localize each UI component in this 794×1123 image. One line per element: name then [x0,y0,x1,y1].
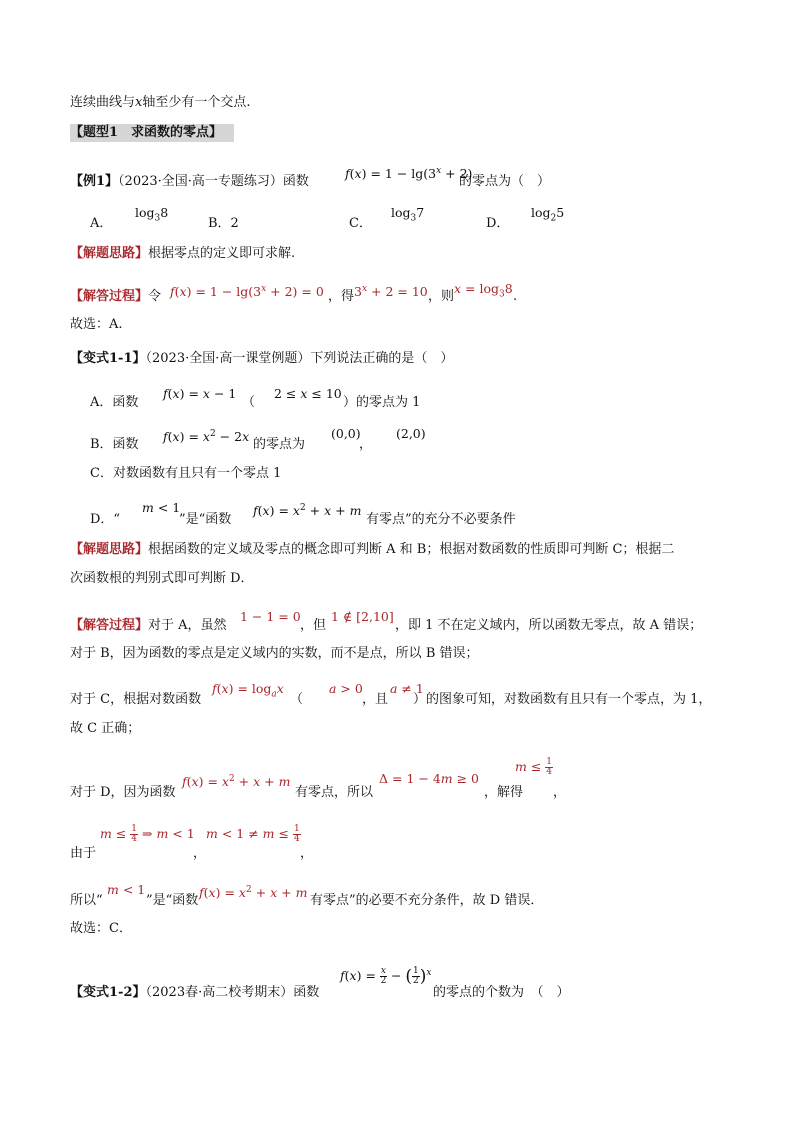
v11-due: 由于 [70,846,97,861]
v11-option-a-math-2: 2 ≤ x ≤ 10 [274,386,342,401]
v11-option-a-math-1: f(x) = x − 1 [163,386,237,401]
v11-tag: 【变式1-1】 [70,351,146,366]
v11-process-a-1: 对于 A，虽然 [148,618,227,633]
ex1-option-c-label: C． [349,216,372,231]
ex1-idea [70,246,295,262]
v11-option-b-mid: 的零点为 [253,437,306,452]
ex1-option-a [90,216,112,232]
v11-option-b-math-2: (0,0) [331,426,361,441]
v11-process-d-4: ， [553,785,567,800]
v11-due-comma-2: ， [300,846,314,861]
v11-option-a [90,395,138,411]
v11-option-b-math-1: $f(x) = x^2 - 2x$ [163,429,250,445]
ex1-option-a-math: $\log_38$ [135,205,169,224]
v11-process-tag: 【解答过程】 [70,618,149,633]
v12-after: 的零点的个数为 （ ） [433,985,570,1000]
v11-idea-text-1: 根据函数的定义域及零点的概念即可判断 A 和 B；根据对数函数的性质即可判断 C；根据二 [148,542,675,557]
ex1-question [70,174,309,190]
ex1-process-math-3: $x = \log_38$ [454,281,513,300]
v11-option-a-rp: ）的零点为 1 [343,395,421,410]
v11-process-a-2: ，但 [300,618,327,633]
v11-option-b-math-3: (2,0) [396,426,426,441]
ex1-option-a-label: A． [90,216,113,231]
v11-so-1: 所以“ [70,893,103,908]
v11-process-d [70,785,176,801]
ex1-process [70,289,161,305]
ex1-source: （2023·全国·高一专题练习）函数 [118,174,309,189]
ex1-option-d [486,216,509,232]
ex1-after: 的零点为（ ） [459,174,551,189]
ex1-option-c-math: $\log_37$ [391,205,425,224]
v11-answer: 故选：C． [70,921,132,936]
v11-due-math-2: m < 1 ≠ m ≤ $\frac{1}{4}$ [206,824,300,844]
ex1-process-de: ，得 [328,289,355,304]
ex1-formula: $f(x) = 1 - \lg(3^x + 2)$ [345,166,473,182]
intro-text-a: 连续曲线与 [70,95,136,110]
ex1-idea-text: 根据零点的定义即可求解. [148,246,296,261]
v11-option-a-lp: （ [242,395,256,410]
v12-question [70,985,319,1001]
v11-option-d-end: 有零点”的充分不必要条件 [366,512,516,527]
v11-process-c-2: （ [290,692,304,707]
v11-process-c-line-2: 故 C 正确； [70,721,141,736]
v11-question [70,351,453,367]
v11-option-c: C．对数函数有且只有一个零点 1 [90,466,282,481]
ex1-option-c [349,216,372,232]
v11-process-a [70,618,227,634]
v11-due-comma-1: ， [193,846,207,861]
v12-source: （2023春·高二校考期末）函数 [145,985,320,1000]
intro-var-x: x [135,95,143,110]
v11-process-c-1: 对于 C，根据对数函数 [70,692,202,707]
v11-so [70,893,103,909]
ex1-tag: 【例1】 [70,174,119,189]
v11-option-d-math-2: $f(x) = x^2 + x + m$ [253,503,362,519]
v11-process-c-math-2: a > 0 [329,681,363,696]
ex1-option-b: B．2 [208,216,239,231]
ex1-process-math-2: $3^x + 2 = 10$ [354,284,428,300]
v11-due-math-1: m ≤ $\frac{1}{4}$ ⇒ m < 1 [100,824,195,844]
v11-option-d [90,512,120,528]
v11-option-d-label: D．“ [90,512,121,527]
v11-process-d-math-2: Δ = 1 − 4m ≥ 0 [379,771,480,786]
ex1-idea-tag: 【解题思路】 [70,246,149,261]
v11-process-c [70,692,201,708]
v11-process-c-math-3: a ≠ 1 [390,681,424,696]
v11-process-d-1: 对于 D，因为函数 [70,785,176,800]
v11-process-c-3: ，且 [362,692,389,707]
v11-so-2: ”是“函数 [146,893,199,908]
v11-process-d-2: 有零点，所以 [295,785,374,800]
v11-process-c-4: ）的图象可知，对数函数有且只有一个零点，为 1， [413,692,712,707]
v11-idea-tag: 【解题思路】 [70,542,149,557]
intro-line [70,95,251,111]
ex1-process-ze: ，则 [428,289,455,304]
intro-text-b: 轴至少有一个交点. [142,95,251,110]
v11-so-math-1: m < 1 [107,882,146,897]
v11-option-b [90,437,139,453]
v11-process-d-math-1: $f(x) = x^2 + x + m$ [182,774,291,790]
v11-process-a-3: ，即 1 不在定义域内，所以函数无零点，故 A 错误； [395,618,703,633]
v11-so-math-2: $f(x) = x^2 + x + m$ [199,885,308,901]
v11-so-3: 有零点”的必要不充分条件，故 D 错误． [310,893,544,908]
v11-process-c-math-1: $f(x) = \log_ax$ [212,681,284,700]
v11-idea-line-1 [70,542,674,558]
section-heading: 【题型1 求函数的零点】 [70,125,223,140]
v11-process-a-math-1: 1 − 1 = 0 [240,609,301,624]
ex1-process-math-1: $f(x) = 1 - \lg(3^x + 2) = 0$ [170,284,324,300]
v11-option-d-mid: ”是“函数 [179,512,232,527]
ex1-answer: 故选：A. [70,317,123,332]
v12-formula: f(x) = $\frac{x}{2}$ − ( $\frac{1}{2}$ )$^x$ [340,966,432,987]
v11-process-d-3: ，解得 [484,785,524,800]
v11-source: （2023·全国·高一课堂例题）下列说法正确的是（ ） [145,351,454,366]
v11-process-d-math-3: m ≤ $\frac{1}{4}$ [515,757,553,777]
v11-option-b-label: B．函数 [90,437,139,452]
ex1-process-tag: 【解答过程】 [70,289,149,304]
v11-option-d-math-1: m < 1 [142,500,181,515]
ex1-process-end: . [513,289,518,304]
ex1-process-ling: 令 [148,289,162,304]
v11-option-a-label: A．函数 [90,395,139,410]
v11-option-b-comma: ， [359,437,373,452]
ex1-option-d-label: D． [486,216,510,231]
v11-idea-line-2: 次函数根的判别式即可判断 D． [70,571,254,586]
v11-process-a-math-2: 1 ∉ [2,10] [331,609,394,624]
v12-tag: 【变式1-2】 [70,985,146,1000]
ex1-option-d-math: $\log_25$ [531,205,565,224]
v11-process-b: 对于 B，因为函数的零点是定义域内的实数，而不是点，所以 B 错误； [70,646,479,661]
